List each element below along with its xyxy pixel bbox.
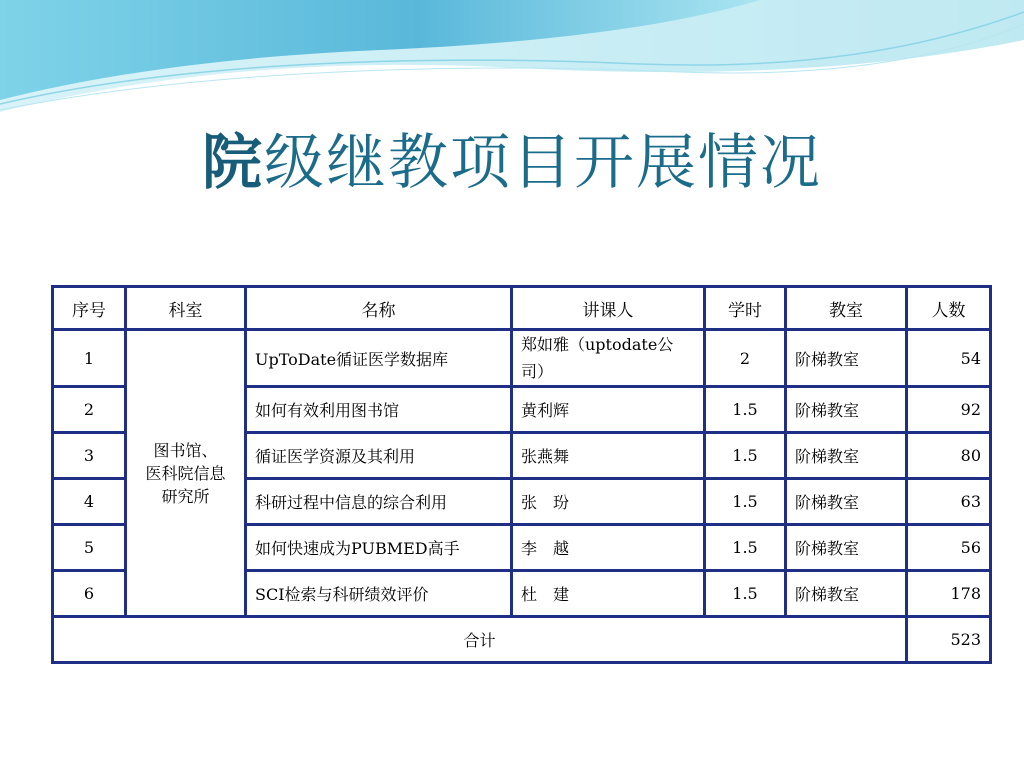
cell-serial: 1 bbox=[53, 330, 126, 387]
cell-serial: 2 bbox=[53, 387, 126, 433]
cell-hours: 1.5 bbox=[705, 433, 786, 479]
department-line: 研究所 bbox=[161, 486, 210, 506]
slide-title-rest: 级继教项目开展情况 bbox=[264, 128, 822, 198]
total-value: 523 bbox=[907, 617, 991, 663]
cell-count: 178 bbox=[907, 571, 991, 617]
cell-name: UpToDate循证医学数据库 bbox=[246, 330, 512, 387]
table-total-row bbox=[53, 617, 991, 663]
cell-name: 科研过程中信息的综合利用 bbox=[246, 479, 512, 525]
cell-room: 阶梯教室 bbox=[786, 433, 907, 479]
cell-teacher: 张燕舞 bbox=[512, 433, 705, 479]
cell-room: 阶梯教室 bbox=[786, 571, 907, 617]
header-cell-hours: 学时 bbox=[705, 287, 786, 330]
header-cell-teacher: 讲课人 bbox=[512, 287, 705, 330]
header-cell-name: 名称 bbox=[246, 287, 512, 330]
cell-teacher: 郑如雅（uptodate公司） bbox=[512, 330, 705, 387]
table-header-row bbox=[53, 287, 991, 330]
header-cell-department: 科室 bbox=[126, 287, 246, 330]
course-table bbox=[51, 285, 992, 664]
cell-serial: 5 bbox=[53, 525, 126, 571]
cell-name: SCI检索与科研绩效评价 bbox=[246, 571, 512, 617]
cell-count: 56 bbox=[907, 525, 991, 571]
slide-title bbox=[0, 118, 1024, 208]
cell-hours: 1.5 bbox=[705, 525, 786, 571]
header-cell-room: 教室 bbox=[786, 287, 907, 330]
cell-name: 如何快速成为PUBMED高手 bbox=[246, 525, 512, 571]
cell-count: 54 bbox=[907, 330, 991, 387]
cell-teacher: 杜 建 bbox=[512, 571, 705, 617]
cell-room: 阶梯教室 bbox=[786, 525, 907, 571]
cell-serial: 3 bbox=[53, 433, 126, 479]
cell-room: 阶梯教室 bbox=[786, 330, 907, 387]
cell-count: 92 bbox=[907, 387, 991, 433]
cell-department bbox=[126, 330, 246, 617]
cell-hours: 2 bbox=[705, 330, 786, 387]
cell-hours: 1.5 bbox=[705, 387, 786, 433]
cell-teacher: 黄利辉 bbox=[512, 387, 705, 433]
header-cell-serial: 序号 bbox=[53, 287, 126, 330]
cell-serial: 6 bbox=[53, 571, 126, 617]
cell-name: 如何有效利用图书馆 bbox=[246, 387, 512, 433]
slide-title-first-char: 院 bbox=[202, 128, 264, 198]
cell-name: 循证医学资源及其利用 bbox=[246, 433, 512, 479]
department-line: 医科院信息 bbox=[145, 463, 226, 483]
department-line: 图书馆、 bbox=[153, 440, 218, 460]
table-row bbox=[53, 330, 991, 387]
cell-hours: 1.5 bbox=[705, 479, 786, 525]
cell-room: 阶梯教室 bbox=[786, 387, 907, 433]
cell-count: 80 bbox=[907, 433, 991, 479]
header-cell-count: 人数 bbox=[907, 287, 991, 330]
cell-teacher: 张 玢 bbox=[512, 479, 705, 525]
cell-teacher: 李 越 bbox=[512, 525, 705, 571]
total-label: 合计 bbox=[53, 617, 907, 663]
cell-hours: 1.5 bbox=[705, 571, 786, 617]
cell-room: 阶梯教室 bbox=[786, 479, 907, 525]
cell-serial: 4 bbox=[53, 479, 126, 525]
cell-count: 63 bbox=[907, 479, 991, 525]
